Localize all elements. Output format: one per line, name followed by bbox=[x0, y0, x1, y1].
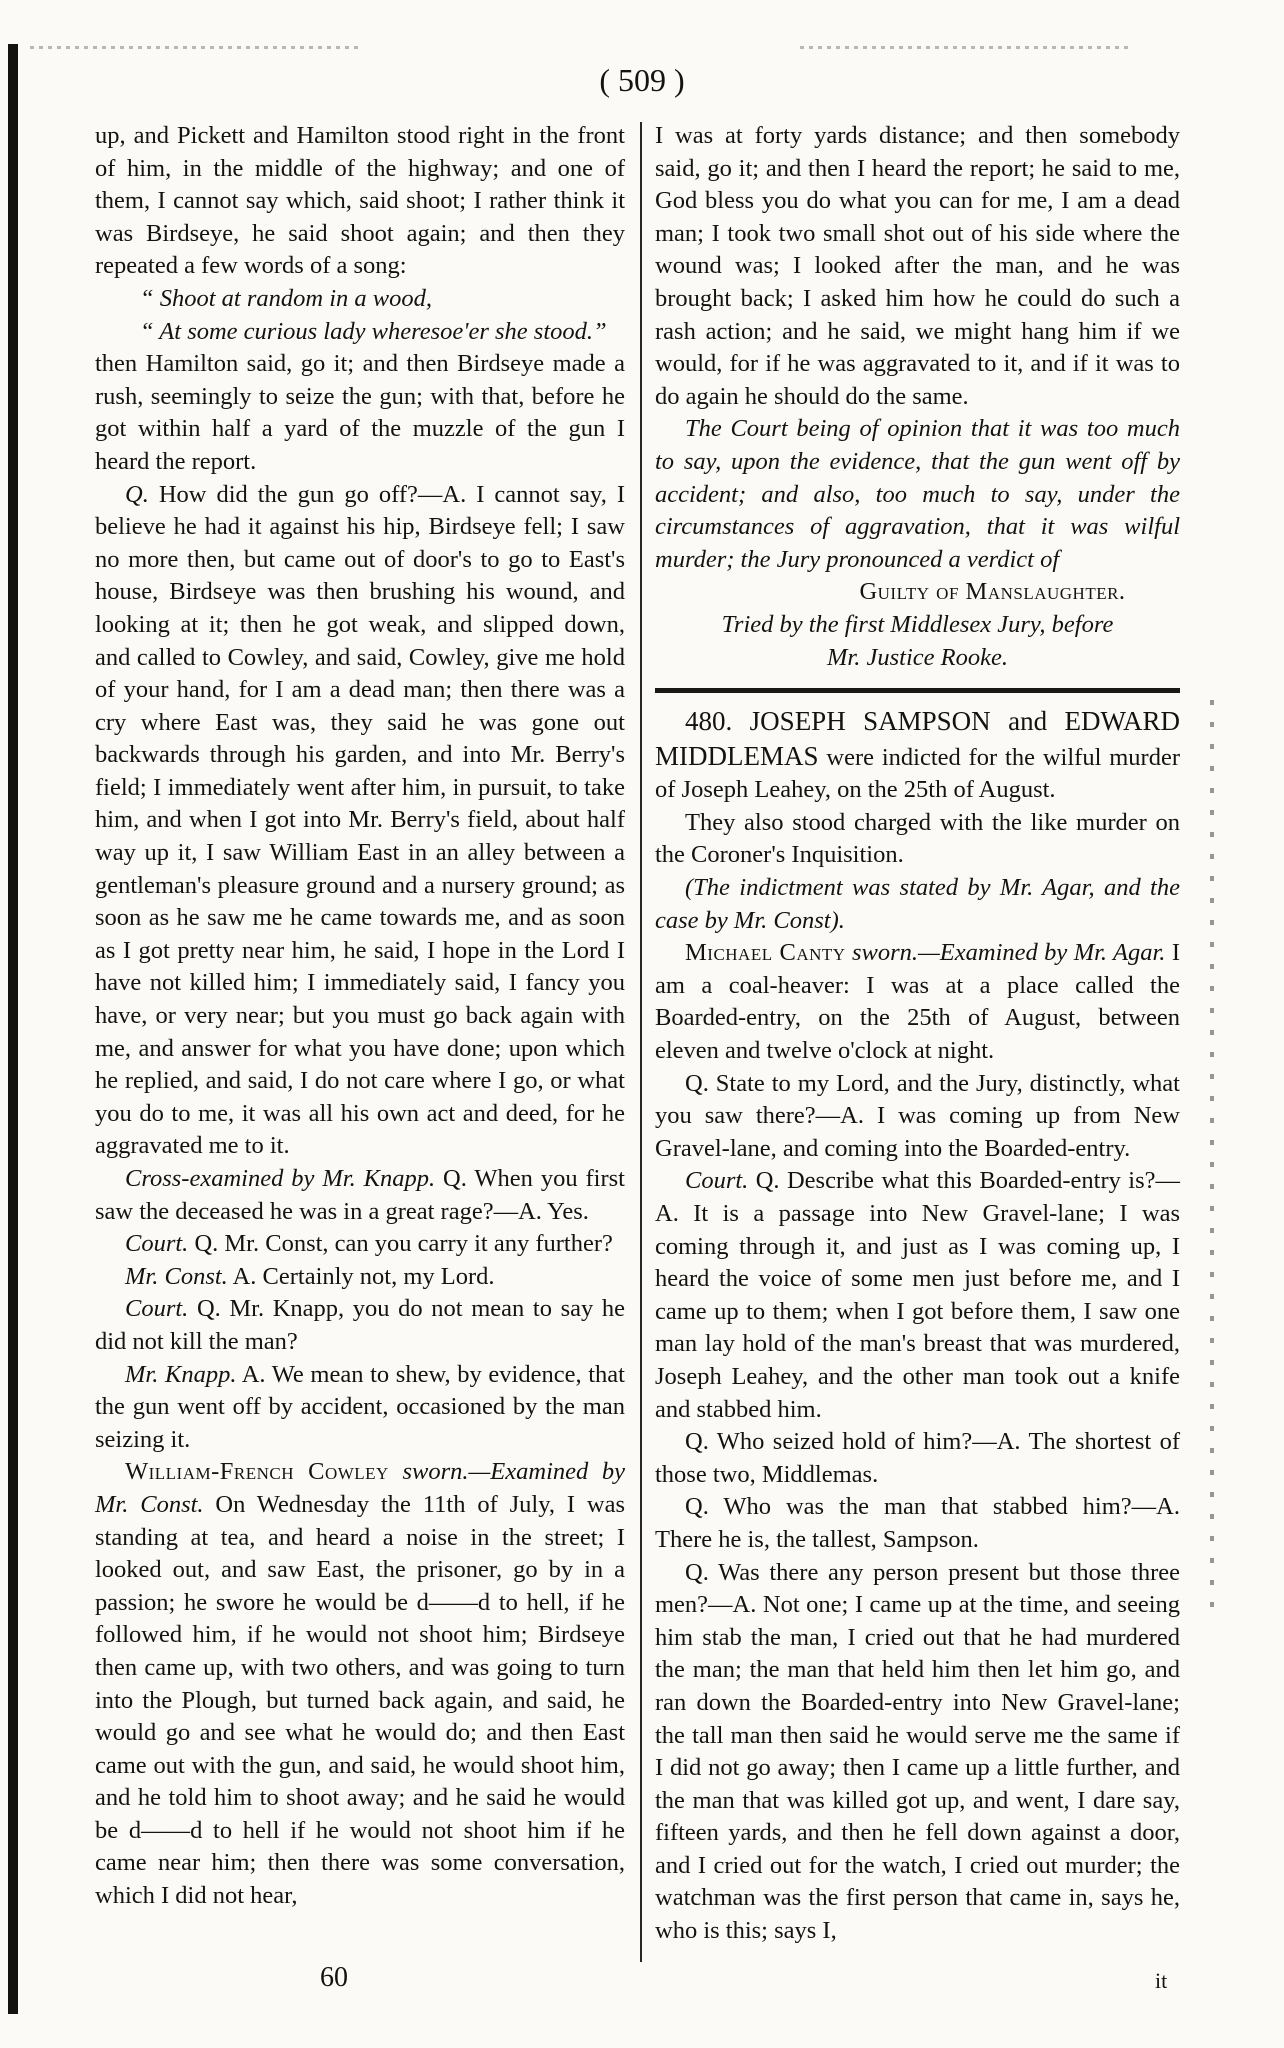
testimony-text: Q. Mr. Knapp, you do not mean to say he did not kill the man? bbox=[95, 1295, 625, 1355]
indictment-stated: (The indictment was stated by Mr. Agar, and the case by Mr. Const). bbox=[655, 874, 1180, 934]
printer-signature: 60 bbox=[320, 1962, 348, 1993]
speaker-label: Court. bbox=[125, 1295, 189, 1323]
scan-artifact-top-right bbox=[800, 46, 1130, 49]
sworn-label: sworn.—Examined by Mr. Const. bbox=[95, 1458, 625, 1518]
testimony-text: Q. Mr. Const, can you carry it any further? bbox=[188, 1230, 613, 1258]
testimony-text: I am a coal-heaver: I was at a place called the Boarded-entry, on the 25th of August, between eleven and twelve o'clock at night. bbox=[655, 939, 1180, 1065]
paragraph bbox=[95, 1359, 625, 1457]
testimony-text: Q. Describe what this Boarded-entry is?—A. It is a passage into New Gravel-lane; I was coming through it, and just as I was coming up, I heard the voice of some men just before me, and I came up to them; when I got before them, I saw one man lay hold of the man's breast that was murdered, Joseph Leahey, and the other man took out a knife and stabbed him. bbox=[655, 1167, 1180, 1423]
testimony-text: How did the gun go off?—A. I cannot say, I believe he had it against his hip, Birdseye fell; I saw no more then, but came out of door's to go to East's house, Birdseye was then brushing his wound, and looking at it; then he got weak, and slipped down, and called to Cowley, and said, Cowley, give me hold of your hand, for I am a dead man; then there was a cry where East was, they said he was gone out backwards through his garden, and into Mr. Berry's field; I immediately went after him, in pursuit, to take him, and when I got into Mr. Berry's field, about half way up it, I saw William East in an alley between a gentleman's pleasure ground and a nursery ground; as soon as he saw me he came towards me, and as soon as I got pretty near him, he said, I hope in the Lord I have not killed him; I immediately said, I fancy you have, or very near; but you must go back again with me, and answer for what you have done; upon which he replied, and said, I do not care where I go, or what you do to me, it was all his own act and deed, for he aggravated me to it. bbox=[95, 480, 625, 1160]
page-number: ( 509 ) bbox=[599, 62, 685, 98]
paragraph bbox=[95, 1163, 625, 1228]
testimony-text: A. We mean to shew, by evidence, that the gun went off by accident, occasioned by the man seizing it. bbox=[95, 1360, 625, 1453]
tried-by-line: Tried by the first Middlesex Jury, before bbox=[721, 610, 1114, 638]
indictment-text: were indicted for the wilful murder of Joseph Leahey, on the 25th of August. bbox=[655, 743, 1180, 804]
testimony-text: On Wednesday the 11th of July, I was standing at tea, and heard a noise in the street; I looked out, and saw East, the prisoner, go by in a passion; he swore he would be d——d to hell, if he followed him, if he would not shoot him; Birdseye then came up, with two others, and was going to turn into the Plough, but turned back again, and said, he would go and see what he would do; and then East came out with the gun, and said, he would shoot him, and he told him to shoot away; and he said he would be d——d to hell if he would not shoot him if he came near him; then there was some conversation, which I did not hear, bbox=[95, 1490, 625, 1910]
testimony-text: Q. When you first saw the deceased he was in a great rage?—A. Yes. bbox=[95, 1165, 625, 1225]
paragraph: then Hamilton said, go it; and then Birdseye made a rush, seemingly to seize the gun; with that, before he got within half a yard of the muzzle of the gun I heard the report. bbox=[95, 350, 625, 475]
witness-name: William-French Cowley bbox=[125, 1458, 389, 1486]
speaker-label: Court. bbox=[685, 1167, 749, 1195]
case-separator-rule bbox=[655, 688, 1180, 693]
testimony-text: A. Certainly not, my Lord. bbox=[227, 1262, 495, 1290]
column-divider bbox=[640, 122, 642, 1962]
paragraph bbox=[655, 1165, 1180, 1426]
paragraph bbox=[95, 1456, 625, 1912]
paragraph: I was at forty yards distance; and then somebody said, go it; and then I heard the report; he said to me, God bless you do what you can for me, I am a dead man; I took two small shot out of his side where the wound was; I looked after the man, and he was brought back; I asked him how he could do such a rash action; and he said, we might hang him if we would, for if he was aggravated to it, and if it was to do again he should do the same. bbox=[655, 122, 1180, 410]
song-verse-line: “ At some curious lady wheresoe'er she stood.” bbox=[140, 317, 607, 345]
paragraph bbox=[95, 1228, 625, 1261]
paragraph: Q. Was there any person present but those three men?—A. Not one; I came up at the time, and seeing him stab the man, I cried out that he had murdered the man; the man that held him then let him go, and ran down the Boarded-entry into New Gravel-lane; the tall man then said he would serve me the same if I did not go away; then I came up a little further, and the man that was killed got up, and went, I dare say, fifteen yards, and then he fell down against a door, and I cried out for the watch, I cried out murder; the watchman was the first person that came in, says he, who is this; says I, bbox=[655, 1558, 1180, 1945]
speaker-label: Court. bbox=[125, 1230, 189, 1258]
paragraph bbox=[95, 1261, 625, 1294]
paragraph bbox=[95, 1293, 625, 1358]
defendant-names: JOSEPH SAMPSON and EDWARD MIDDLEMAS bbox=[655, 706, 1180, 771]
left-column bbox=[95, 120, 625, 1913]
paragraph: Q. Who was the man that stabbed him?—A. There he is, the tallest, Sampson. bbox=[655, 1493, 1180, 1553]
case-heading bbox=[655, 705, 1180, 807]
page-edge-shadow bbox=[8, 44, 18, 2014]
paragraph: Q. State to my Lord, and the Jury, distinctly, what you saw there?—A. I was coming up from New Gravel-lane, and coming into the Boarded-entry. bbox=[655, 1069, 1180, 1162]
right-column bbox=[655, 120, 1180, 1948]
speaker-label: Mr. Const. bbox=[125, 1262, 228, 1290]
paragraph: Q. Who seized hold of him?—A. The shortest of those two, Middlemas. bbox=[655, 1428, 1180, 1488]
case-number: 480. bbox=[685, 706, 733, 737]
paragraph: up, and Pickett and Hamilton stood right in the front of him, in the middle of the highway; and one of them, I cannot say which, said shoot; I rather think it was Birdseye, he said shoot again; and then they repeated a few words of a song: bbox=[95, 122, 625, 280]
speaker-label: Cross-examined by Mr. Knapp. bbox=[125, 1165, 436, 1192]
judge-line: Mr. Justice Rooke. bbox=[827, 643, 1008, 671]
paragraph bbox=[655, 937, 1180, 1067]
sworn-label: sworn.—Examined by Mr. Agar. bbox=[845, 939, 1166, 967]
witness-name: Michael Canty bbox=[685, 939, 846, 967]
question-marker: Q. bbox=[125, 480, 149, 508]
verdict: Guilty of Manslaughter. bbox=[859, 578, 1126, 606]
catchword: it bbox=[1155, 1968, 1168, 1993]
paragraph: They also stood charged with the like murder on the Coroner's Inquisition. bbox=[655, 808, 1180, 869]
speaker-label: Mr. Knapp. bbox=[125, 1360, 237, 1388]
song-verse-line: “ Shoot at random in a wood, bbox=[140, 284, 432, 312]
paragraph bbox=[95, 479, 625, 1163]
scan-artifact-right-margin bbox=[1210, 700, 1214, 1620]
court-opinion: The Court being of opinion that it was too much to say, upon the evidence, that the gun went off by accident; and also, too much to say, under the circumstances of aggravation, that it was wilful murder; the Jury pronounced a verdict of bbox=[655, 415, 1180, 573]
scan-artifact-top-left bbox=[30, 46, 360, 49]
